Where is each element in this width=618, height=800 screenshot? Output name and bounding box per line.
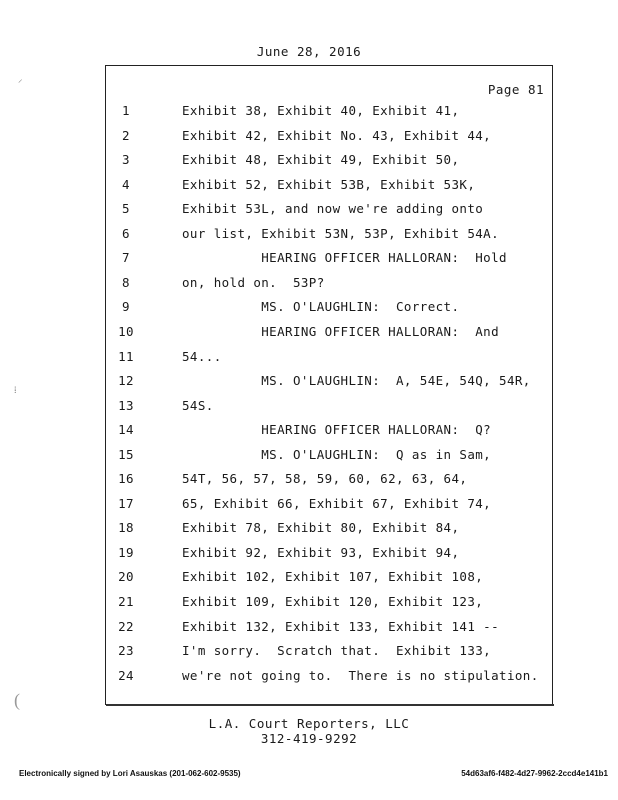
line-number: 24: [118, 667, 134, 683]
transcript-line: [106, 447, 552, 467]
line-number: 18: [118, 520, 134, 536]
line-number: 3: [122, 152, 130, 168]
transcript-line: [106, 201, 552, 221]
line-number: 22: [118, 618, 134, 634]
line-text: MS. O'LAUGHLIN: A, 54E, 54Q, 54R,: [182, 373, 531, 389]
transcript-line: [106, 250, 552, 270]
line-number: 17: [118, 495, 134, 511]
reporter-phone: 312-419-9292: [260, 731, 358, 746]
transcript-line: [106, 398, 552, 418]
line-text: Exhibit 42, Exhibit No. 43, Exhibit 44,: [182, 127, 492, 143]
line-text: we're not going to. There is no stipulation.: [182, 667, 539, 683]
transcript-line: [106, 643, 552, 663]
line-text: 54T, 56, 57, 58, 59, 60, 62, 63, 64,: [182, 471, 468, 487]
transcript-line: [106, 373, 552, 393]
frame-bottom-rule: [106, 704, 554, 706]
line-text: Exhibit 78, Exhibit 80, Exhibit 84,: [182, 520, 460, 536]
transcript-line: [106, 299, 552, 319]
transcript-line: [106, 226, 552, 246]
transcript-line: [106, 324, 552, 344]
line-number: 5: [122, 201, 130, 217]
line-text: Exhibit 92, Exhibit 93, Exhibit 94,: [182, 544, 460, 560]
line-number: 15: [118, 446, 134, 462]
page-number: Page 81: [487, 82, 544, 97]
line-text: 54S.: [182, 397, 214, 413]
line-number: 8: [122, 274, 130, 290]
line-number: 23: [118, 643, 134, 659]
transcript-line: [106, 496, 552, 516]
scan-speck: ⸝: [18, 74, 23, 84]
line-text: 65, Exhibit 66, Exhibit 67, Exhibit 74,: [182, 495, 492, 511]
line-text: our list, Exhibit 53N, 53P, Exhibit 54A.: [182, 225, 500, 241]
transcript-line: [106, 545, 552, 565]
transcript-line: [106, 520, 552, 540]
line-text: HEARING OFFICER HALLORAN: And: [182, 323, 500, 339]
line-text: Exhibit 52, Exhibit 53B, Exhibit 53K,: [182, 176, 476, 192]
transcript-line: [106, 128, 552, 148]
line-number: 13: [118, 397, 134, 413]
transcript-line: [106, 619, 552, 639]
line-text: MS. O'LAUGHLIN: Correct.: [182, 299, 460, 315]
line-number: 19: [118, 544, 134, 560]
transcript-line: [106, 668, 552, 688]
electronic-signature-note: Electronically signed by Lori Asauskas (201-062-602-9535): [19, 769, 241, 778]
transcript-line: [106, 594, 552, 614]
transcript-line: [106, 569, 552, 589]
scan-speck: (: [14, 690, 20, 710]
transcript-line: [106, 275, 552, 295]
line-text: 54...: [182, 348, 222, 364]
line-text: I'm sorry. Scratch that. Exhibit 133,: [182, 643, 492, 659]
line-number: 1: [122, 103, 130, 118]
document-id: 54d63af6-f482-4d27-9962-2ccd4e141b1: [461, 769, 608, 778]
transcript-date: June 28, 2016: [256, 44, 362, 59]
line-text: MS. O'LAUGHLIN: Q as in Sam,: [182, 446, 492, 462]
line-text: HEARING OFFICER HALLORAN: Q?: [182, 422, 492, 438]
line-text: Exhibit 109, Exhibit 120, Exhibit 123,: [182, 594, 484, 609]
line-text: Exhibit 102, Exhibit 107, Exhibit 108,: [182, 569, 484, 585]
line-number: 4: [122, 176, 130, 192]
line-number: 16: [118, 471, 134, 487]
line-number: 9: [122, 299, 130, 315]
line-number: 12: [118, 373, 134, 389]
transcript-line: [106, 422, 552, 442]
transcript-line: [106, 152, 552, 172]
transcript-line: [106, 177, 552, 197]
line-text: Exhibit 132, Exhibit 133, Exhibit 141 --: [182, 618, 500, 634]
line-number: 20: [118, 569, 134, 585]
line-text: HEARING OFFICER HALLORAN: Hold: [182, 250, 507, 266]
transcript-page-frame: [105, 65, 553, 705]
line-text: Exhibit 38, Exhibit 40, Exhibit 41,: [182, 103, 460, 118]
transcript-line: [106, 471, 552, 491]
reporter-company: L.A. Court Reporters, LLC: [208, 716, 410, 731]
line-number: 2: [122, 127, 130, 143]
line-number: 6: [122, 225, 130, 241]
transcript-line: [106, 349, 552, 369]
line-number: 21: [118, 594, 134, 609]
line-text: Exhibit 48, Exhibit 49, Exhibit 50,: [182, 152, 460, 168]
transcript-line: [106, 103, 552, 123]
line-number: 7: [122, 250, 130, 266]
line-text: Exhibit 53L, and now we're adding onto: [182, 201, 484, 217]
line-number: 11: [118, 348, 134, 364]
line-number: 14: [118, 422, 134, 438]
line-number: 10: [118, 323, 134, 339]
scan-speck: ⁞: [14, 385, 17, 395]
line-text: on, hold on. 53P?: [182, 274, 325, 290]
